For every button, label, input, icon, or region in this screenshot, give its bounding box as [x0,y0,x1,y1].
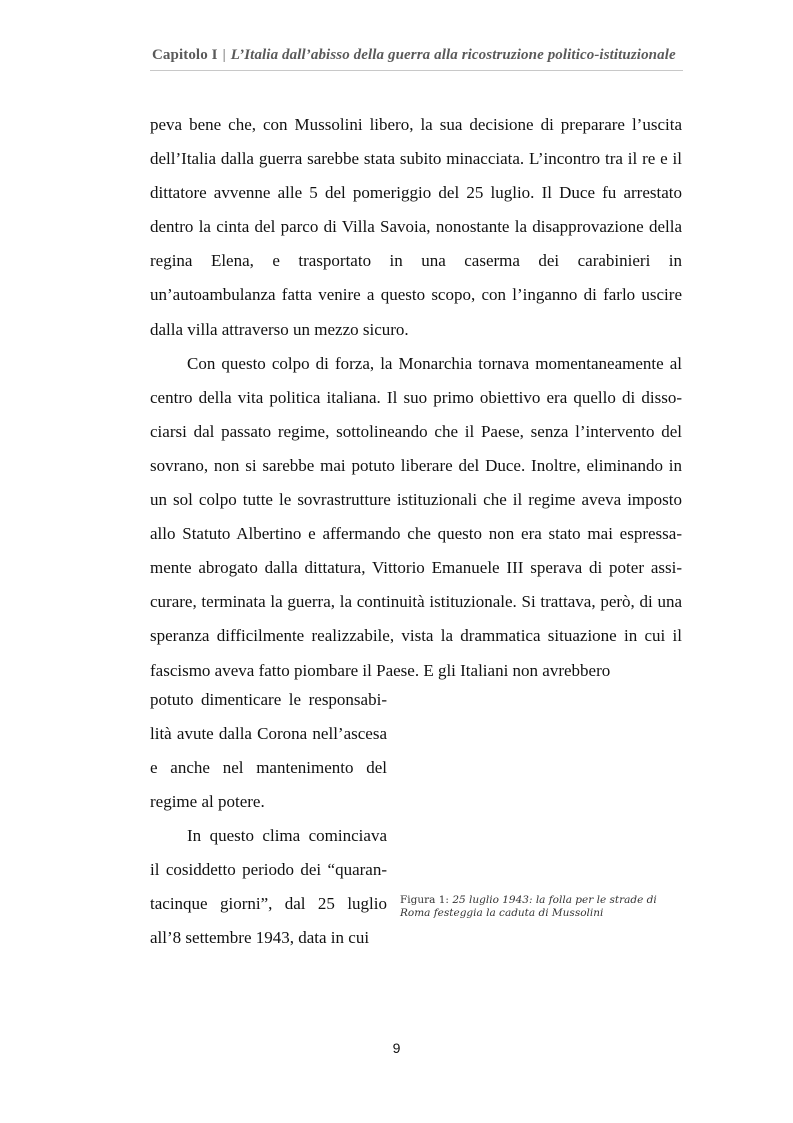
page-number: 9 [392,1040,401,1056]
narrow-column-text [150,683,387,955]
header-separator: | [222,47,226,63]
figure-caption [400,894,683,920]
header-rule [150,70,683,71]
paragraph-narrow-continued: potuto dimenticare le responsabilità avute dalla Corona nell’ascesa e anche nel mantenimento del regime al potere. [150,690,387,811]
figure-placeholder [400,690,683,885]
paragraph: Con questo colpo di forza, la Monarchia tornava momentaneamente al centro della vita politica italiana. Il suo primo obiettivo era quello di dissociarsi dal passato regime, sottolineando che il Paese, senza l’intervento del sovrano, non si sarebbe mai potuto liberare del Duce. Inoltre, eliminando in un sol colpo tutte le sovrastrutture istituzionali che il regime aveva imposto allo Statuto Albertino e affermando che questo non era stato mai espressamente abrogato dalla dittatura, Vittorio Emanuele III sperava di poter assicurare, terminata la guerra, la continuità istituzionale. Si trattava, però, di una speranza difficilmente realizzabile, vista la drammatica situazione in cui il fascismo aveva fatto piombare il Paese. E gli Italiani non avrebbero [150,353,682,680]
figure-label: Figura 1: [400,894,449,906]
running-header [152,47,682,64]
body-text [150,108,682,688]
header-title: L’Italia dall’abisso della guerra alla ricostruzione politico-istituzionale [230,47,676,63]
paragraph-narrow: In questo clima cominciava il cosiddetto periodo dei “quarantacinque giorni”, dal 25 luglio all’8 settembre 1943, data in cui [150,826,387,947]
figure-caption-text: 25 luglio 1943: la folla per le strade di Roma festeggia la caduta di Mussolini [400,894,657,919]
paragraph-continued: peva bene che, con Mussolini libero, la sua decisione di preparare l’uscita dell’Italia dalla guerra sarebbe stata subito minacciata. L’incontro tra il re e il dittatore avvenne alle 5 del pomeriggio del 25 luglio. Il Duce fu arrestato dentro la cinta del parco di Villa Savoia, nonostante la disapprovazione della regina Elena, e trasportato in una caserma dei carabinieri in un’autoambulanza fatta venire a questo scopo, con l’inganno di farlo uscire dalla villa attraverso un mezzo sicuro. [150,115,682,339]
header-chapter: Capitolo I [152,47,218,63]
